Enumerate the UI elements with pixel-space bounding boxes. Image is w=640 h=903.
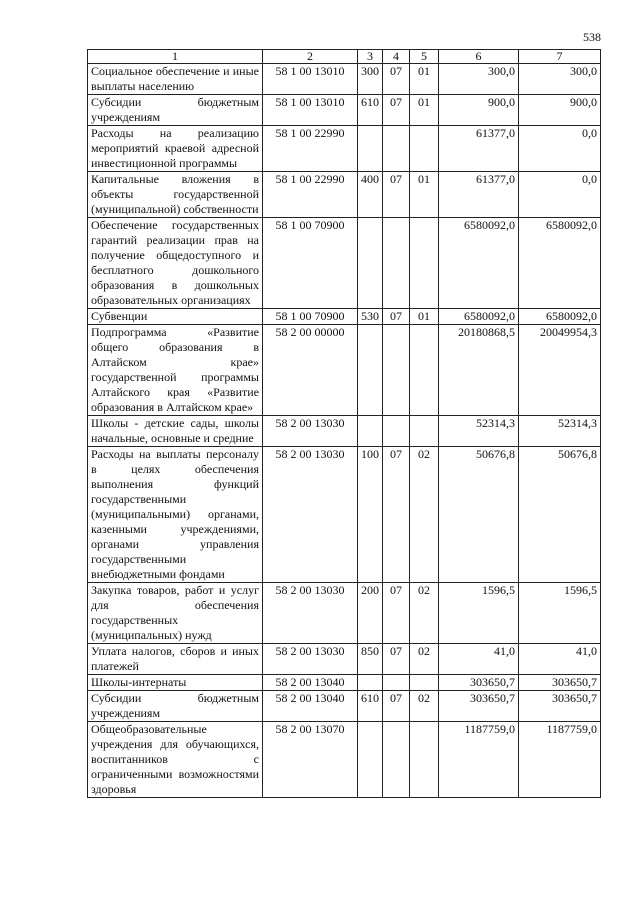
- row-type: 610: [358, 691, 383, 722]
- row-subsection: 02: [410, 583, 439, 644]
- row-name: Расходы на реализацию мероприятий краевой адресной инвестиционной программы: [88, 126, 263, 172]
- row-name: Школы - детские сады, школы начальные, основные и средние: [88, 416, 263, 447]
- row-type: 400: [358, 172, 383, 218]
- row-amount-2: 52314,3: [519, 416, 601, 447]
- row-amount-2: 50676,8: [519, 447, 601, 583]
- row-type: 610: [358, 95, 383, 126]
- row-section: 07: [383, 583, 410, 644]
- row-name: Капитальные вложения в объекты государственной (муниципальной) собственности: [88, 172, 263, 218]
- row-type: 300: [358, 64, 383, 95]
- row-section: 07: [383, 95, 410, 126]
- row-amount-2: 6580092,0: [519, 218, 601, 309]
- budget-table: [87, 49, 601, 798]
- row-amount-1: 52314,3: [439, 416, 519, 447]
- page-number: 538: [583, 30, 601, 44]
- row-code: 58 2 00 13030: [263, 447, 358, 583]
- row-section: 07: [383, 691, 410, 722]
- row-name: Обеспечение государственных гарантий реализации прав на получение общедоступного и бесплатного дошкольного образования в дошкольных образовательных организациях: [88, 218, 263, 309]
- row-amount-2: 1596,5: [519, 583, 601, 644]
- table-row: [88, 722, 601, 798]
- row-code: 58 2 00 00000: [263, 325, 358, 416]
- row-amount-2: 0,0: [519, 172, 601, 218]
- row-amount-2: 6580092,0: [519, 309, 601, 325]
- row-name: Подпрограмма «Развитие общего образования в Алтайском крае» государственной программы Алтайского края «Развитие образования в Алтайском крае»: [88, 325, 263, 416]
- row-code: 58 2 00 13030: [263, 583, 358, 644]
- table-row: [88, 447, 601, 583]
- row-type: [358, 416, 383, 447]
- row-amount-2: 20049954,3: [519, 325, 601, 416]
- row-code: 58 2 00 13070: [263, 722, 358, 798]
- row-amount-2: 900,0: [519, 95, 601, 126]
- row-amount-2: 300,0: [519, 64, 601, 95]
- row-amount-1: 303650,7: [439, 675, 519, 691]
- header-cell: 4: [383, 50, 410, 64]
- row-section: 07: [383, 172, 410, 218]
- row-amount-2: 0,0: [519, 126, 601, 172]
- header-cell: 1: [88, 50, 263, 64]
- row-code: 58 2 00 13040: [263, 691, 358, 722]
- row-section: 07: [383, 447, 410, 583]
- row-amount-1: 20180868,5: [439, 325, 519, 416]
- table-row: [88, 126, 601, 172]
- row-amount-2: 303650,7: [519, 675, 601, 691]
- row-amount-1: 300,0: [439, 64, 519, 95]
- header-cell: 2: [263, 50, 358, 64]
- row-subsection: 02: [410, 691, 439, 722]
- row-section: [383, 416, 410, 447]
- row-type: 850: [358, 644, 383, 675]
- row-code: 58 1 00 70900: [263, 309, 358, 325]
- row-name: Субсидии бюджетным учреждениям: [88, 691, 263, 722]
- table-row: [88, 95, 601, 126]
- header-cell: 7: [519, 50, 601, 64]
- table-row: [88, 583, 601, 644]
- row-amount-1: 61377,0: [439, 126, 519, 172]
- row-code: 58 1 00 13010: [263, 64, 358, 95]
- row-subsection: 01: [410, 64, 439, 95]
- row-amount-2: 303650,7: [519, 691, 601, 722]
- row-subsection: [410, 675, 439, 691]
- row-subsection: 01: [410, 172, 439, 218]
- table-row: [88, 64, 601, 95]
- row-amount-2: 41,0: [519, 644, 601, 675]
- row-amount-1: 6580092,0: [439, 218, 519, 309]
- row-amount-1: 303650,7: [439, 691, 519, 722]
- row-amount-2: 1187759,0: [519, 722, 601, 798]
- row-type: [358, 722, 383, 798]
- row-type: [358, 325, 383, 416]
- row-name: Закупка товаров, работ и услуг для обеспечения государственных (муниципальных) нужд: [88, 583, 263, 644]
- row-subsection: [410, 126, 439, 172]
- row-type: [358, 218, 383, 309]
- row-name: Субсидии бюджетным учреждениям: [88, 95, 263, 126]
- row-subsection: [410, 416, 439, 447]
- row-subsection: 02: [410, 447, 439, 583]
- table-row: [88, 675, 601, 691]
- table-row: [88, 325, 601, 416]
- row-amount-1: 50676,8: [439, 447, 519, 583]
- row-section: [383, 218, 410, 309]
- row-subsection: 01: [410, 95, 439, 126]
- table-row: [88, 172, 601, 218]
- row-code: 58 2 00 13030: [263, 644, 358, 675]
- row-amount-1: 61377,0: [439, 172, 519, 218]
- row-amount-1: 41,0: [439, 644, 519, 675]
- row-name: Субвенции: [88, 309, 263, 325]
- header-cell: 6: [439, 50, 519, 64]
- row-amount-1: 6580092,0: [439, 309, 519, 325]
- row-code: 58 1 00 22990: [263, 172, 358, 218]
- table-row: [88, 416, 601, 447]
- row-name: Расходы на выплаты персоналу в целях обеспечения выполнения функций государственными (муниципальными) органами, казенными учреждениями, органами управления государственными внебюджетными фондами: [88, 447, 263, 583]
- row-section: 07: [383, 644, 410, 675]
- row-type: 100: [358, 447, 383, 583]
- header-cell: 5: [410, 50, 439, 64]
- row-amount-1: 900,0: [439, 95, 519, 126]
- row-type: [358, 675, 383, 691]
- table-row: [88, 309, 601, 325]
- header-cell: 3: [358, 50, 383, 64]
- row-section: 07: [383, 64, 410, 95]
- row-code: 58 2 00 13030: [263, 416, 358, 447]
- row-section: [383, 325, 410, 416]
- row-name: Общеобразовательные учреждения для обучающихся, воспитанников с ограниченными возможностями здоровья: [88, 722, 263, 798]
- row-type: 200: [358, 583, 383, 644]
- row-section: [383, 126, 410, 172]
- row-type: 530: [358, 309, 383, 325]
- row-name: Уплата налогов, сборов и иных платежей: [88, 644, 263, 675]
- row-section: 07: [383, 309, 410, 325]
- row-subsection: [410, 325, 439, 416]
- row-subsection: [410, 218, 439, 309]
- row-code: 58 1 00 13010: [263, 95, 358, 126]
- row-amount-1: 1596,5: [439, 583, 519, 644]
- row-subsection: 02: [410, 644, 439, 675]
- row-amount-1: 1187759,0: [439, 722, 519, 798]
- table-row: [88, 691, 601, 722]
- row-name: Школы-интернаты: [88, 675, 263, 691]
- table-row: [88, 218, 601, 309]
- row-type: [358, 126, 383, 172]
- row-code: 58 1 00 22990: [263, 126, 358, 172]
- row-subsection: [410, 722, 439, 798]
- row-section: [383, 722, 410, 798]
- row-section: [383, 675, 410, 691]
- row-subsection: 01: [410, 309, 439, 325]
- table-row: [88, 644, 601, 675]
- row-name: Социальное обеспечение и иные выплаты населению: [88, 64, 263, 95]
- header-row: [88, 50, 601, 64]
- row-code: 58 1 00 70900: [263, 218, 358, 309]
- row-code: 58 2 00 13040: [263, 675, 358, 691]
